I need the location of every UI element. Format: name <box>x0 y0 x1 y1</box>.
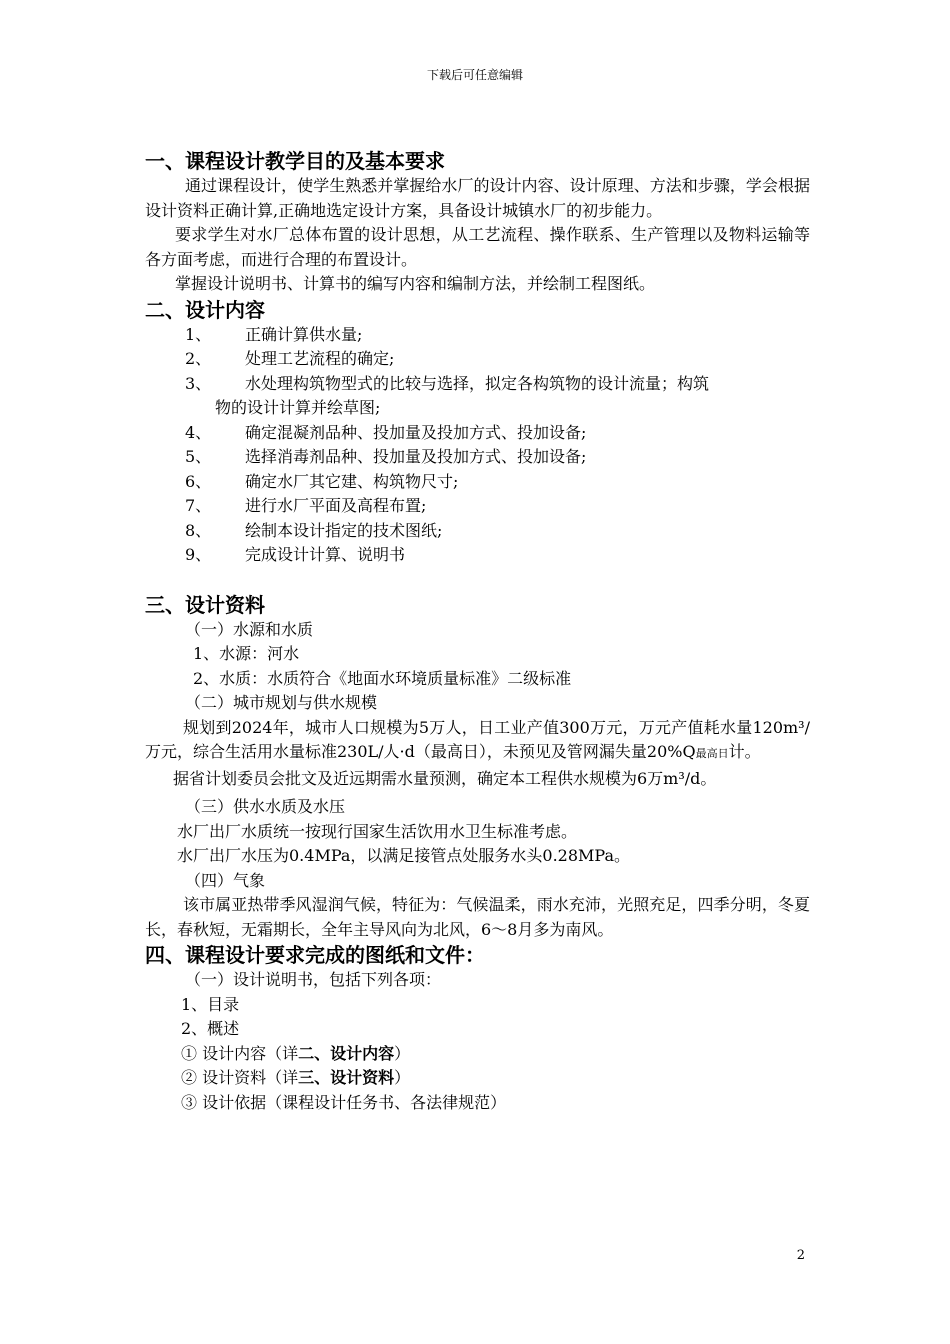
section-3-subheading-2: （二）城市规划与供水规模 <box>185 693 378 712</box>
section-4-line-5: ③ 设计依据（课程设计任务书、各法律规范） <box>181 1092 507 1112</box>
list-item-text: 进行水厂平面及高程布置; <box>245 496 427 515</box>
list-item-number: 5、 <box>185 447 212 466</box>
list-item-text: 完成设计计算、说明书 <box>245 545 406 564</box>
bold-reference: 二、设计内容 <box>298 1043 395 1063</box>
section-4-line-3 <box>145 1042 810 1067</box>
list-item-text: 确定混凝剂品种、投加量及投加方式、投加设备; <box>245 422 587 442</box>
line-text-end: ） <box>394 1068 411 1087</box>
list-item <box>145 445 810 470</box>
list-item <box>145 323 810 348</box>
paragraph-text: 规划到2024年，城市人口规模为5万人，日工业产值300万元，万元产值耗水量120m³/万元，综合生活用水量标准230L/人·d（最高日），未预见及管网漏失量20%Q <box>145 717 810 761</box>
list-item <box>145 543 810 568</box>
section-3-paragraph-3: 水厂出厂水质统一按现行国家生活饮用水卫生标准考虑。 <box>177 821 578 841</box>
list-item-number: 1、 <box>185 324 212 344</box>
section-3-line-2: 2、水质：水质符合《地面水环境质量标准》二级标准 <box>193 668 572 688</box>
list-item-text: 水处理构筑物型式的比较与选择，拟定各构筑物的设计流量；构筑 <box>245 373 710 393</box>
list-item-text: 绘制本设计指定的技术图纸; <box>245 520 443 540</box>
section-1-paragraph-1: 通过课程设计，使学生熟悉并掌握给水厂的设计内容、设计原理、方法和步骤，学会根据设计资料正确计算,正确地选定设计方案，具备设计城镇水厂的初步能力。 <box>145 176 810 220</box>
list-item <box>145 519 810 544</box>
section-2-title: 二、设计内容 <box>145 297 265 322</box>
section-4-line-4 <box>145 1066 810 1091</box>
document-body <box>145 148 810 1115</box>
list-item-text: 正确计算供水量; <box>245 324 363 344</box>
list-item-continuation: 物的设计计算并绘草图; <box>215 398 381 417</box>
section-3-paragraph-1 <box>145 716 810 767</box>
list-item-text: 处理工艺流程的确定; <box>245 349 395 368</box>
bold-reference: 三、设计资料 <box>298 1068 395 1087</box>
list-item-number: 2、 <box>185 349 212 368</box>
line-text: ① 设计内容（详 <box>181 1043 299 1063</box>
list-item <box>145 347 810 372</box>
section-1-title: 一、课程设计教学目的及基本要求 <box>145 149 445 173</box>
list-item <box>145 421 810 446</box>
list-item-number: 4、 <box>185 422 212 442</box>
section-3-subheading-1: （一）水源和水质 <box>185 619 314 639</box>
section-spacer <box>145 568 810 592</box>
list-item-number: 8、 <box>185 520 212 540</box>
list-item <box>145 372 810 397</box>
line-text: ② 设计资料（详 <box>181 1068 299 1087</box>
section-3-paragraph-2: 据省计划委员会批文及近远期需水量预测，确定本工程供水规模为6万m³/d。 <box>173 768 717 788</box>
paragraph-text-end: 计。 <box>728 742 761 761</box>
list-item-text: 确定水厂其它建、构筑物尺寸; <box>245 471 459 491</box>
list-item-number: 6、 <box>185 471 212 491</box>
section-3-paragraph-4: 水厂出厂水压为0.4MPa，以满足接管点处服务水头0.28MPa。 <box>177 846 631 865</box>
list-item-number: 7、 <box>185 496 212 515</box>
section-3-subheading-3: （三）供水水质及水压 <box>185 797 346 816</box>
page-number: 2 <box>796 1248 805 1263</box>
section-4-line-1: 1、目录 <box>181 994 240 1014</box>
section-3-line-1: 1、水源：河水 <box>193 644 300 663</box>
list-item-number: 9、 <box>185 545 212 564</box>
section-1-paragraph-3: 掌握设计说明书、计算书的编写内容和编制方法，并绘制工程图纸。 <box>175 274 656 293</box>
section-4-subheading-1: （一）设计说明书，包括下列各项： <box>185 970 442 989</box>
section-4-line-2: 2、概述 <box>181 1019 240 1038</box>
list-item <box>145 494 810 519</box>
page-header: 下载后可任意编辑 <box>426 68 523 82</box>
section-3-paragraph-5: 该市属亚热带季风湿润气候，特征为：气候温柔，雨水充沛，光照充足，四季分明，冬夏长，春秋短，无霜期长，全年主导风向为北风，6～8月多为南风。 <box>145 895 810 939</box>
section-3-title: 三、设计资料 <box>145 592 265 617</box>
subscript-text: 最高日 <box>695 747 729 760</box>
list-item <box>145 470 810 495</box>
section-4-title: 四、课程设计要求完成的图纸和文件： <box>145 943 485 967</box>
list-item-number: 3、 <box>185 373 212 393</box>
line-text-end: ） <box>394 1043 411 1063</box>
list-item-text: 选择消毒剂品种、投加量及投加方式、投加设备; <box>245 447 587 466</box>
section-1-paragraph-2: 要求学生对水厂总体布置的设计思想，从工艺流程、操作联系、生产管理以及物料运输等各方面考虑，而进行合理的布置设计。 <box>145 225 810 269</box>
section-3-subheading-4: （四）气象 <box>185 870 266 890</box>
